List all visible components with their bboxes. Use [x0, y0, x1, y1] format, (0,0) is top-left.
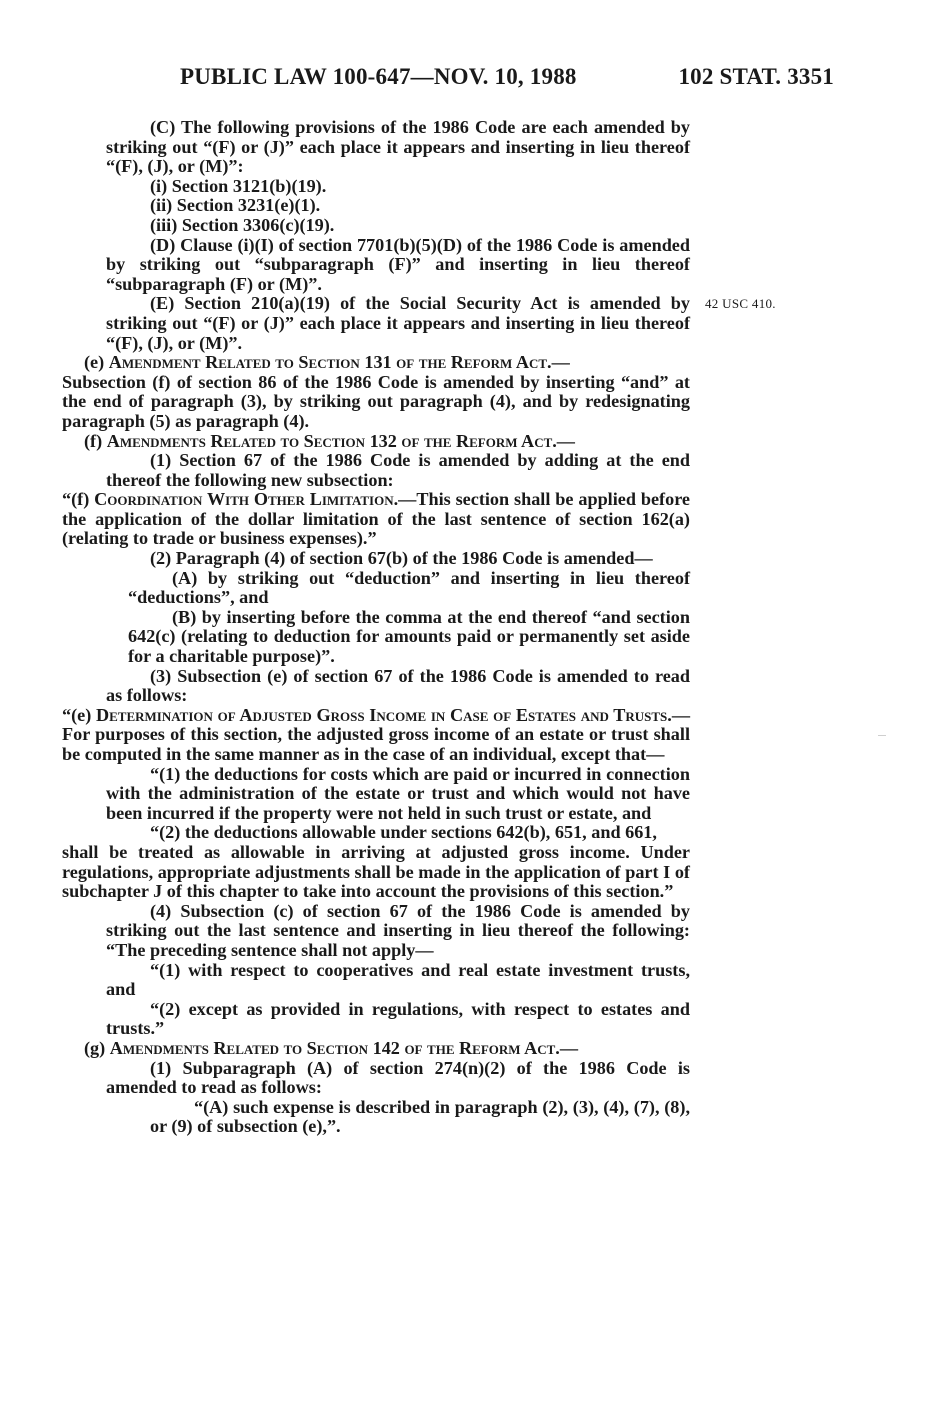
scan-mark — [878, 735, 886, 736]
section-f-1: (1) Section 67 of the 1986 Code is amended by adding at the end thereof the following new subsection: — [106, 450, 690, 490]
section-g-heading — [62, 1039, 690, 1059]
section-e-caption: Amendment Related to Section 131 of the Reform Act.— — [108, 352, 570, 373]
section-f-caption: Amendments Related to Section 132 of the Reform Act.— — [106, 430, 575, 451]
subsection-f-body: This section shall be applied before the application of the dollar limitation of the last sentence of section 162(a) (relating to trade or business expenses).” — [62, 489, 691, 549]
subsection-e-closing: shall be treated as allowable in arriving at adjusted gross income. Under regulations, appropriate adjustments shall be made in the application of part I of subchapter J of this chapter to take into account the provisions of this section.” — [62, 841, 690, 902]
clause-ii: (ii) Section 3231(e)(1). — [150, 195, 321, 216]
document-body — [62, 118, 690, 1137]
section-e-heading — [62, 353, 690, 373]
section-e-prefix: (e) — [84, 352, 109, 373]
paragraph-e: (E) Section 210(a)(19) of the Social Security Act is amended by striking out “(F) or (J)” each place it appears and inserting in lieu thereof “(F), (J), or (M)”. — [106, 293, 690, 353]
section-g-1: (1) Subparagraph (A) of section 274(n)(2) of the 1986 Code is amended to read as follows: — [106, 1057, 690, 1098]
subsection-f-text — [62, 490, 690, 549]
section-f-2-b: (B) by inserting before the comma at the end thereof “and section 642(c) (relating to deduction for amounts paid or permanently set aside for a charitable purpose)”. — [128, 606, 690, 667]
section-f-3: (3) Subsection (e) of section 67 of the 1986 Code is amended to read as follows: — [106, 665, 690, 706]
section-f-4-1: “(1) with respect to cooperatives and real estate investment trusts, and — [106, 959, 690, 1000]
subsection-e-1: “(1) the deductions for costs which are paid or incurred in connection with the administration of the estate or trust and which would not have been incurred if the property were not held in such trust or estate, and — [106, 763, 690, 823]
subsection-e-text — [62, 706, 690, 765]
clause-iii: (iii) Section 3306(c)(19). — [150, 214, 335, 235]
subsection-e-body: For purposes of this section, the adjusted gross income of an estate or trust shall be computed in the same manner as in the case of an individual, except that— — [62, 724, 690, 764]
section-f-2-a: (A) by striking out “deduction” and inserting in lieu thereof “deductions”, and — [128, 567, 690, 608]
section-e-text: Subsection (f) of section 86 of the 1986 Code is amended by inserting “and” at the end of paragraph (3), by striking out paragraph (4), and by redesignating paragraph (5) as paragraph (4). — [62, 371, 690, 431]
section-g-caption: Amendments Related to Section 142 of the Reform Act.— — [109, 1037, 579, 1058]
subsection-e-caption: Determination of Adjusted Gross Income in Case of Estates and Trusts.— — [96, 704, 691, 725]
clause-i: (i) Section 3121(b)(19). — [150, 175, 327, 196]
section-g-prefix: (g) — [84, 1037, 110, 1058]
section-f-prefix: (f) — [84, 430, 107, 451]
subsection-e-prefix: “(e) — [62, 704, 96, 725]
subsection-f-caption: Coordination With Other Limitation.— — [94, 489, 417, 510]
paragraph-c: (C) The following provisions of the 1986 Code are each amended by striking out “(F) or (J)” each place it appears and inserting in lieu thereof “(F), (J), or (M)”: — [106, 117, 690, 177]
section-f-heading — [62, 432, 690, 452]
paragraph-d: (D) Clause (i)(I) of section 7701(b)(5)(D) of the 1986 Code is amended by striking out “subparagraph (F)” and inserting in lieu thereof “subparagraph (F) or (M)”. — [106, 234, 690, 294]
page-header — [62, 64, 834, 94]
header-stat-page: 102 STAT. 3351 — [678, 64, 834, 89]
section-f-2: (2) Paragraph (4) of section 67(b) of the 1986 Code is amended— — [150, 548, 653, 569]
section-f-4: (4) Subsection (c) of section 67 of the 1986 Code is amended by striking out the last sentence and inserting in lieu thereof the following: “The preceding sentence shall not apply— — [106, 900, 690, 960]
header-title: PUBLIC LAW 100-647—NOV. 10, 1988 — [180, 64, 577, 89]
subsection-f-prefix: “(f) — [62, 489, 95, 510]
subsection-e-2: “(2) the deductions allowable under sections 642(b), 651, and 661, — [150, 822, 657, 843]
section-g-1-a: “(A) such expense is described in paragraph (2), (3), (4), (7), (8), or (9) of subsection (e),”. — [150, 1096, 690, 1137]
margin-citation: 42 USC 410. — [705, 296, 776, 311]
section-f-4-2: “(2) except as provided in regulations, with respect to estates and trusts.” — [106, 998, 690, 1039]
